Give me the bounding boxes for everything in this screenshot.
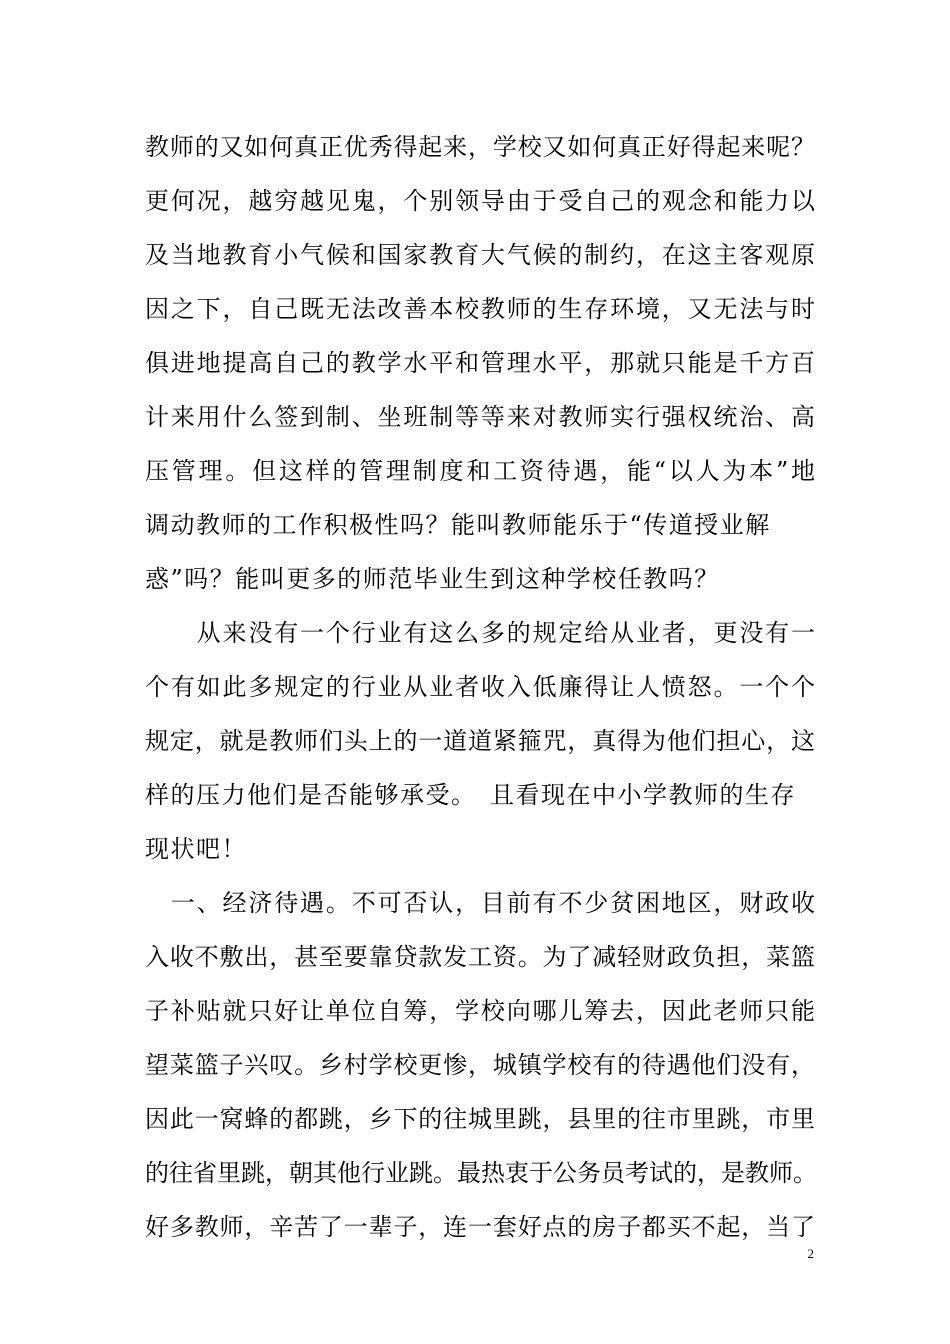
text-line: 的往省里跳，朝其他行业跳。最热衷于公务员考试的，是教师。 [145,1159,817,1187]
text-line: 惑”吗？能叫更多的师范毕业生到这种学校任教吗？ [145,565,720,593]
page-number: 2 [807,1246,814,1261]
text-line: 望菜篮子兴叹。乡村学校更惨，城镇学校有的待遇他们没有， [145,1051,815,1079]
text-line: 好多教师，辛苦了一辈子，连一套好点的房子都买不起，当了 [145,1213,815,1241]
text-line: 样的压力他们是否能够承受。 且看现在中小学教师的生存 [145,781,796,809]
text-line: 从来没有一个行业有这么多的规定给从业者，更没有一 [145,619,815,647]
text-line: 一、经济待遇。不可否认，目前有不少贫困地区，财政收 [145,889,815,917]
text-line: 规定，就是教师们头上的一道道紧箍咒，真得为他们担心，这 [145,727,815,755]
text-line: 更何况，越穷越见鬼，个别领导由于受自己的观念和能力以 [145,187,815,215]
text-line: 入收不敷出，甚至要靠贷款发工资。为了减轻财政负担，菜篮 [145,943,815,971]
text-line: 子补贴就只好让单位自筹，学校向哪儿筹去，因此老师只能 [145,997,815,1025]
text-line: 教师的又如何真正优秀得起来，学校又如何真正好得起来呢？ [145,133,815,161]
text-line: 调动教师的工作积极性吗？能叫教师能乐于“传道授业解 [145,511,771,539]
body-text [145,126,815,1260]
text-line: 现状吧！ [145,835,247,863]
text-line: 及当地教育小气候和国家教育大气候的制约，在这主客观原 [145,241,815,269]
text-line: 因此一窝蜂的都跳，乡下的往城里跳，县里的往市里跳，市里 [145,1105,815,1133]
text-line: 压管理。但这样的管理制度和工资待遇，能“以人为本”地 [145,457,815,485]
text-line: 个有如此多规定的行业从业者收入低廉得让人愤怒。一个个 [145,673,815,701]
text-line: 因之下，自己既无法改善本校教师的生存环境，又无法与时 [145,295,815,323]
text-line: 计来用什么签到制、坐班制等等来对教师实行强权统治、高 [145,403,815,431]
text-line: 俱进地提高自己的教学水平和管理水平，那就只能是千方百 [145,349,815,377]
